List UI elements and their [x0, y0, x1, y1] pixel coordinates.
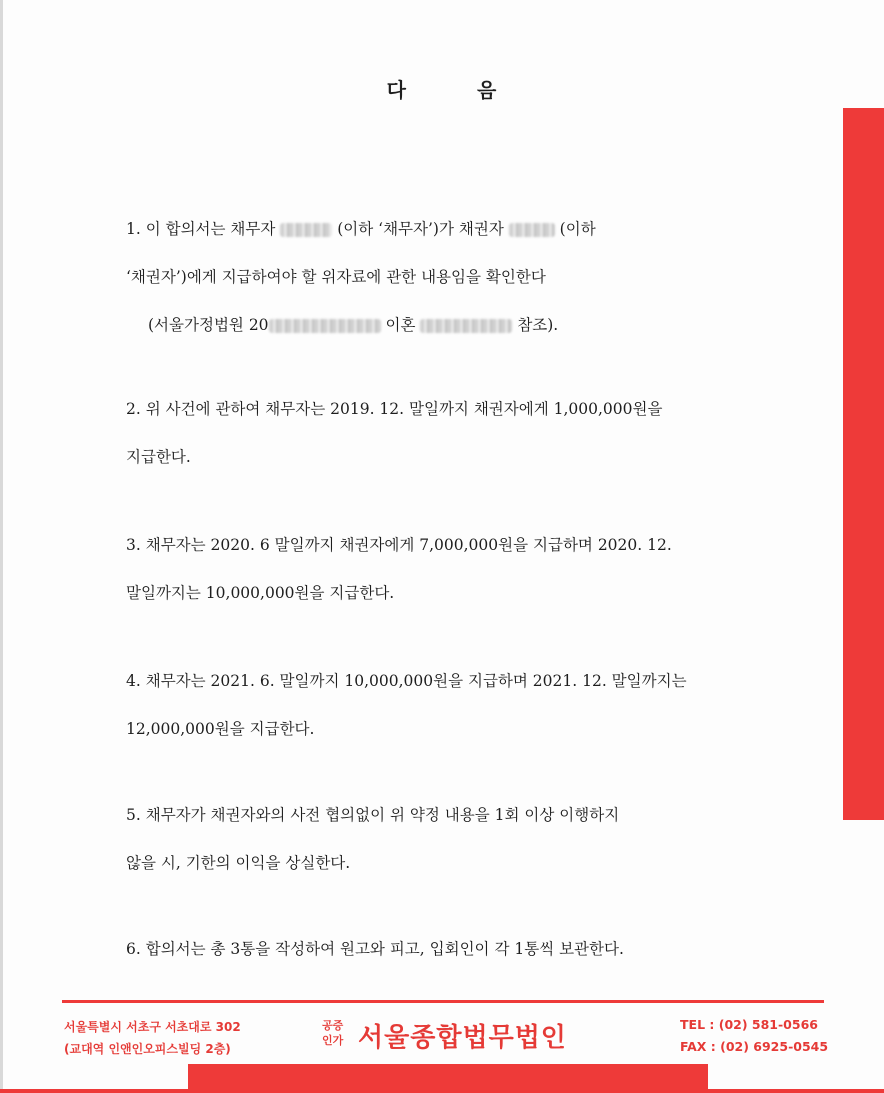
item-1-line-1: 1. 이 합의서는 채무자 (이하 ‘채무자’)가 채권자 (이하 [126, 220, 596, 238]
redacted-debtor-name [280, 223, 332, 237]
page-edge-shadow [0, 0, 3, 1093]
item-4-line-2: 12,000,000원을 지급한다. [126, 720, 315, 738]
agreement-item-6 [126, 934, 766, 964]
item-4-line-1: 4. 채무자는 2021. 6. 말일까지 10,000,000원을 지급하며 2021. 12. 말일까지는 [126, 672, 687, 690]
item-2-line-1: 2. 위 사건에 관하여 채무자는 2019. 12. 말일까지 채권자에게 1,000,000원을 [126, 400, 663, 418]
notary-mark-line-2: 인가 [322, 1034, 344, 1047]
red-bottom-strip [0, 1089, 884, 1093]
item-2-line-2: 지급한다. [126, 448, 191, 466]
heading-char-1: 다 [386, 78, 407, 102]
agreement-item-1 [126, 214, 766, 340]
redacted-case-number [269, 319, 381, 333]
firm-address [64, 1016, 241, 1060]
item-5-line-2: 않을 시, 기한의 이익을 상실한다. [126, 854, 351, 872]
redacted-creditor-name [509, 223, 555, 237]
item-1-line-2: ‘채권자’)에게 지급하여야 할 위자료에 관한 내용임을 확인한다 [126, 268, 546, 286]
red-side-bar [843, 108, 884, 820]
telephone: TEL : (02) 581-0566 [680, 1017, 818, 1032]
redacted-case-name [420, 319, 512, 333]
address-line-1: 서울특별시 서초구 서초대로 302 [64, 1020, 241, 1034]
agreement-item-5 [126, 800, 766, 878]
item-1-line-3: (서울가정법원 20 이혼 참조). [148, 316, 559, 334]
firm-contact [680, 1014, 828, 1058]
item-6-line-1: 6. 합의서는 총 3통을 작성하여 원고와 피고, 입회인이 각 1통씩 보관한다. [126, 940, 624, 958]
heading-char-2: 음 [477, 78, 498, 102]
item-5-line-1: 5. 채무자가 채권자와의 사전 협의없이 위 약정 내용을 1회 이상 이행하지 [126, 806, 620, 824]
agreement-item-4 [126, 666, 766, 744]
agreement-item-2 [126, 394, 766, 472]
notary-mark-line-1: 공증 [322, 1019, 344, 1032]
firm-name: 서울종합법무법인 [358, 1023, 567, 1053]
fax: FAX : (02) 6925-0545 [680, 1039, 829, 1054]
item-3-line-1: 3. 채무자는 2020. 6 말일까지 채권자에게 7,000,000원을 지급하며 2020. 12. [126, 536, 672, 554]
notary-mark [322, 1018, 343, 1048]
document-heading [0, 74, 884, 103]
agreement-item-3 [126, 530, 766, 608]
item-3-line-2: 말일까지는 10,000,000원을 지급한다. [126, 584, 395, 602]
address-line-2: (교대역 인앤인오피스빌딩 2층) [64, 1042, 231, 1056]
